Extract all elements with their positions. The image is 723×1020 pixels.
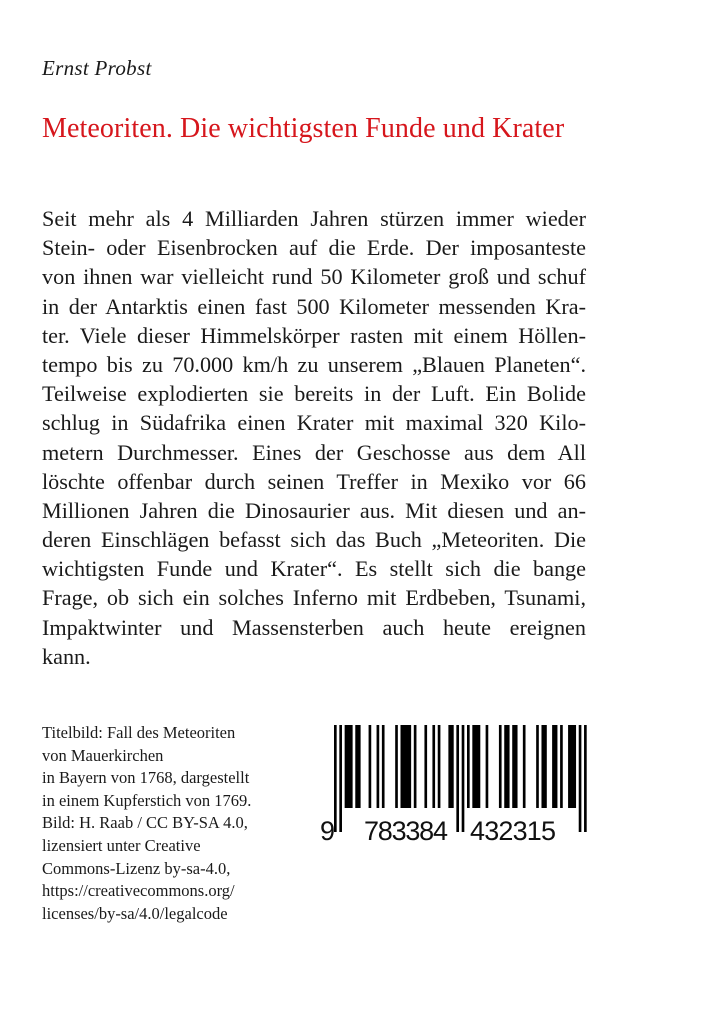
blurb-line: Teilweise explodierten sie bereits in der Luft. Ein Bolide bbox=[42, 381, 586, 407]
barcode-lead-digit: 9 bbox=[320, 816, 336, 846]
blurb-line: Millionen Jahren die Dinosaurier aus. Mit diesen und an- bbox=[42, 497, 586, 523]
barcode-left-digits: 783384 bbox=[364, 816, 448, 846]
blurb-line: Stein- oder Eisenbrocken auf die Erde. Der imposanteste bbox=[42, 235, 586, 261]
credit-line: lizensiert unter Creative bbox=[42, 835, 201, 855]
blurb-text bbox=[42, 204, 586, 671]
blurb-line: wichtigsten Funde und Krater“. Es stellt sich die bange bbox=[42, 556, 586, 582]
credit-line: Commons-Lizenz by-sa-4.0, bbox=[42, 858, 231, 878]
barcode-graphic bbox=[318, 722, 608, 847]
blurb-line: Impaktwinter und Massensterben auch heute ereignen bbox=[42, 614, 586, 640]
blurb-line: kann. bbox=[42, 643, 91, 669]
book-title: Meteoriten. Die wichtigsten Funde und Krater bbox=[42, 113, 565, 144]
blurb-line: Frage, ob sich ein solches Inferno mit Erdbeben, Tsunami, bbox=[42, 585, 586, 611]
credit-line: https://creativecommons.org/ bbox=[42, 881, 235, 901]
blurb-line: metern Durchmesser. Eines der Geschosse aus dem All bbox=[42, 439, 586, 465]
blurb-line: in der Antarktis einen fast 500 Kilometer messenden Kra- bbox=[42, 293, 586, 319]
barcode-right-digits: 432315 bbox=[470, 816, 556, 846]
blurb-line: löschte offenbar durch seinen Treffer in Mexiko vor 66 bbox=[42, 468, 586, 494]
blurb-line: tempo bis zu 70.000 km/h zu unserem „Blauen Planeten“. bbox=[42, 351, 586, 377]
blurb-line: von ihnen war vielleicht rund 50 Kilometer groß und schuf bbox=[42, 264, 586, 290]
credit-line: von Mauerkirchen bbox=[42, 745, 164, 765]
author-name: Ernst Probst bbox=[42, 56, 152, 80]
credit-line: in einem Kupferstich von 1769. bbox=[42, 790, 252, 810]
image-credits bbox=[42, 722, 251, 925]
credit-line: licenses/by-sa/4.0/legalcode bbox=[42, 903, 228, 923]
credit-line: Titelbild: Fall des Meteoriten bbox=[42, 723, 236, 742]
isbn-barcode bbox=[318, 722, 608, 847]
blurb-line: deren Einschlägen befasst sich das Buch „Meteoriten. Die bbox=[42, 527, 586, 553]
blurb-line: schlug in Südafrika einen Krater mit maximal 320 Kilo- bbox=[42, 410, 586, 436]
credit-line: in Bayern von 1768, dargestellt bbox=[42, 768, 250, 788]
blurb-line: ter. Viele dieser Himmelskörper rasten mit einem Höllen- bbox=[42, 322, 586, 348]
blurb-line: Seit mehr als 4 Milliarden Jahren stürzen immer wieder bbox=[42, 206, 586, 231]
credit-line: Bild: H. Raab / CC BY-SA 4.0, bbox=[42, 813, 248, 833]
